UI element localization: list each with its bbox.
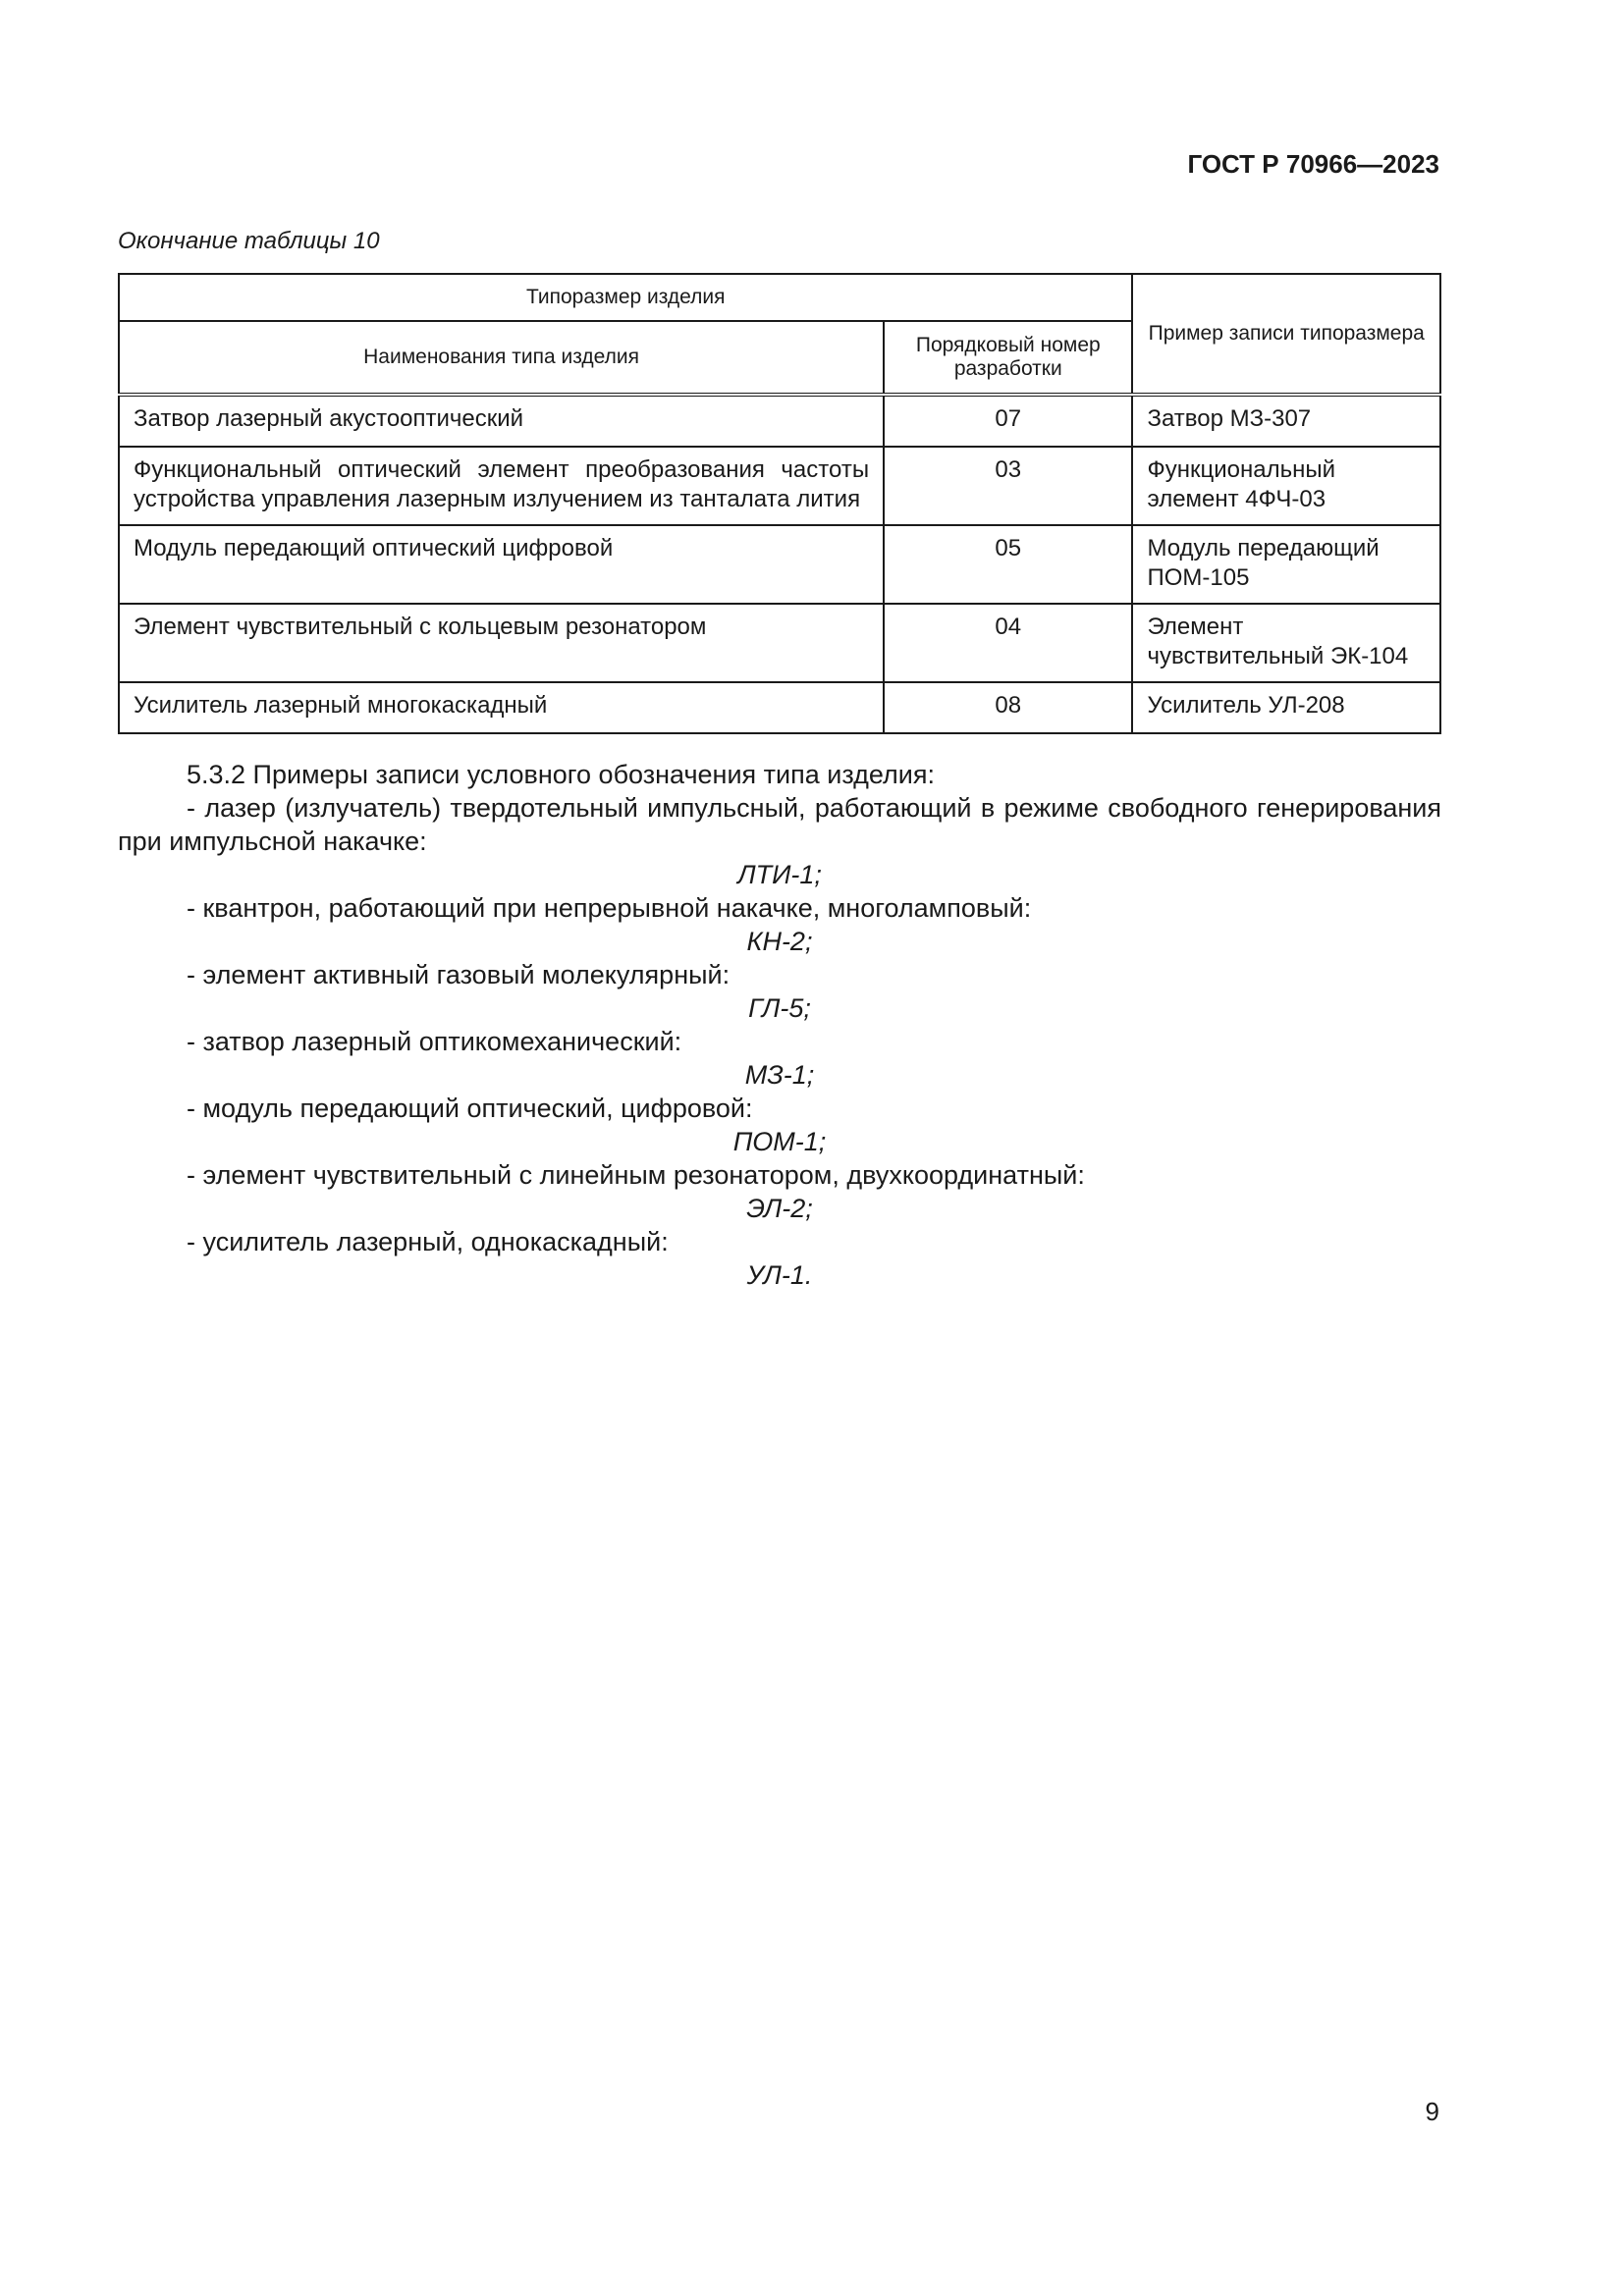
document-id: ГОСТ Р 70966—2023: [1187, 149, 1439, 179]
header-type-size: Типоразмер изделия: [119, 274, 1132, 321]
example-code: ЭЛ-2;: [746, 1194, 813, 1223]
example-code: ЛТИ-1;: [737, 860, 822, 889]
cell-example: Затвор МЗ-307: [1132, 395, 1440, 447]
cell-name: Элемент чувствительный с кольцевым резонатором: [119, 604, 884, 682]
cell-example: Усилитель УЛ-208: [1132, 682, 1440, 733]
cell-name: Функциональный оптический элемент преобразования частоты устройства управления лазерным излучением из танталата лития: [119, 447, 884, 525]
example-code: КН-2;: [746, 927, 813, 956]
type-size-table: [118, 273, 1441, 734]
cell-name: Усилитель лазерный многокаскадный: [119, 682, 884, 733]
example-description: - затвор лазерный оптикомеханический:: [187, 1027, 682, 1056]
example-description: - усилитель лазерный, однокаскадный:: [187, 1227, 669, 1256]
cell-example: Элемент чувствительный ЭК-104: [1132, 604, 1440, 682]
example-code: УЛ-1.: [746, 1260, 813, 1290]
example-description: - элемент чувствительный с линейным резонатором, двухкоординатный:: [187, 1160, 1085, 1190]
header-product-name: Наименования типа изделия: [119, 321, 884, 395]
section-heading: 5.3.2 Примеры записи условного обозначения типа изделия:: [187, 760, 935, 789]
table-row: [119, 604, 1440, 682]
table-caption: Окончание таблицы 10: [118, 228, 380, 254]
cell-number: 07: [884, 395, 1132, 447]
example-code: МЗ-1;: [744, 1060, 815, 1090]
cell-number: 05: [884, 525, 1132, 604]
example-code: ПОМ-1;: [732, 1127, 827, 1156]
table-row: [119, 447, 1440, 525]
example-description: - квантрон, работающий при непрерывной накачке, многоламповый:: [187, 893, 1032, 923]
table-row: [119, 525, 1440, 604]
example-description: - элемент активный газовый молекулярный:: [187, 960, 731, 989]
header-example: Пример записи типоразмера: [1132, 274, 1440, 395]
table-row: [119, 395, 1440, 447]
section-5-3-2: [118, 758, 1441, 1292]
example-description: - лазер (излучатель) твердотельный импульсный, работающий в режиме свободного генерирования при импульсной накачке:: [118, 793, 1441, 856]
cell-example: Функциональный элемент 4ФЧ-03: [1132, 447, 1440, 525]
cell-name: Затвор лазерный акустооптический: [119, 395, 884, 447]
page-number: 9: [1425, 2097, 1439, 2126]
table-row: [119, 682, 1440, 733]
example-description: - модуль передающий оптический, цифровой:: [187, 1094, 753, 1123]
cell-number: 08: [884, 682, 1132, 733]
cell-example: Модуль передающий ПОМ-105: [1132, 525, 1440, 604]
cell-name: Модуль передающий оптический цифровой: [119, 525, 884, 604]
example-code: ГЛ-5;: [748, 993, 811, 1023]
cell-number: 03: [884, 447, 1132, 525]
cell-number: 04: [884, 604, 1132, 682]
header-serial-number: Порядковый номер разработки: [884, 321, 1132, 395]
